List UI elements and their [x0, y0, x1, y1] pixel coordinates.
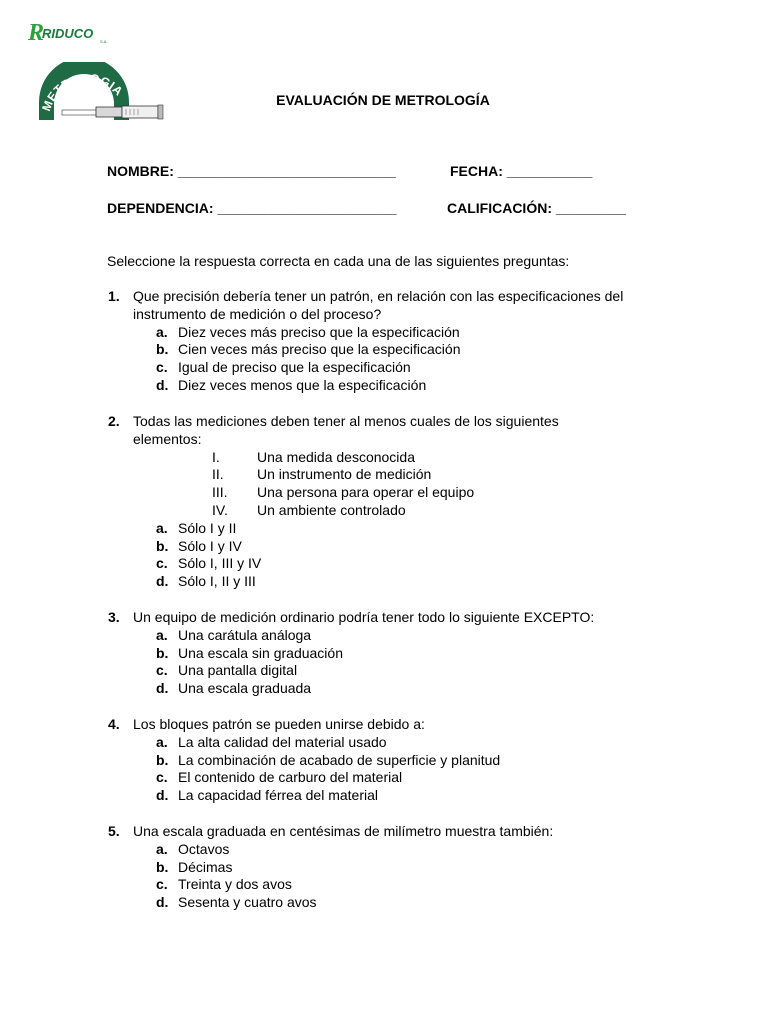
question-5 — [108, 823, 673, 912]
option-b: b. Sólo I y IV — [156, 537, 242, 554]
roman-item-4: IV. Un ambiente controlado — [212, 501, 406, 518]
riduco-logo-text: RIDUCO — [42, 26, 94, 41]
option-c: c. Una pantalla digital — [156, 662, 298, 679]
roman-item-3: III. Una persona para operar el equipo — [212, 484, 475, 501]
option-d: d. La capacidad férrea del material — [156, 787, 379, 804]
option-d: d. Sólo I, II y III — [156, 573, 256, 590]
riduco-logo — [28, 18, 120, 46]
question-text: Todas las mediciones deben tener al menos cuales de los siguientes elementos: — [133, 413, 559, 447]
option-a: a. Octavos — [156, 840, 230, 857]
option-d: d. Diez veces menos que la especificación — [156, 376, 427, 393]
roman-item-1: I. Una medida desconocida — [212, 448, 415, 465]
svg-text:R: R — [28, 20, 45, 46]
dependencia-field: DEPENDENCIA: _______________________ — [107, 200, 397, 216]
question-3 — [108, 609, 673, 698]
roman-item-2: II. Un instrumento de medición — [212, 466, 432, 483]
option-c: c. Igual de preciso que la especificación — [156, 359, 411, 376]
option-a: a. Diez veces más preciso que la especificación — [156, 323, 460, 340]
option-b: b. Décimas — [156, 858, 233, 875]
option-a: a. Una carátula análoga — [156, 626, 312, 643]
question-number: 2. — [108, 413, 120, 429]
metrologia-badge-text: METROLOGIA — [39, 71, 126, 114]
question-number: 4. — [108, 716, 120, 732]
option-a: a. La alta calidad del material usado — [156, 733, 387, 750]
option-c: c. El contenido de carburo del material — [156, 769, 403, 786]
question-text: Un equipo de medición ordinario podría tener todo lo siguiente EXCEPTO: — [133, 609, 595, 625]
question-number: 1. — [108, 288, 120, 304]
question-4 — [108, 716, 673, 805]
calificacion-field: CALIFICACIÓN: _________ — [447, 200, 626, 216]
option-b: b. La combinación de acabado de superficie y planitud — [156, 751, 501, 768]
page-title: EVALUACIÓN DE METROLOGÍA — [276, 92, 490, 108]
question-text: Una escala graduada en centésimas de milímetro muestra también: — [133, 823, 554, 839]
question-2 — [108, 413, 613, 591]
riduco-logo-suffix: S.A. — [100, 39, 108, 44]
option-c: c. Sólo I, III y IV — [156, 555, 262, 572]
option-d: d. Una escala graduada — [156, 680, 312, 697]
question-number: 3. — [108, 609, 120, 625]
question-number: 5. — [108, 823, 120, 839]
option-b: b. Cien veces más preciso que la especificación — [156, 341, 461, 358]
nombre-field: NOMBRE: ____________________________ — [107, 163, 396, 179]
fecha-field: FECHA: ___________ — [450, 163, 593, 179]
question-text: Los bloques patrón se pueden unirse debido a: — [133, 716, 425, 732]
question-text: Que precisión debería tener un patrón, en relación con las especificaciones del instrumento de medición o del proceso? — [133, 288, 624, 322]
option-c: c. Treinta y dos avos — [156, 876, 292, 893]
option-d: d. Sesenta y cuatro avos — [156, 894, 317, 911]
option-a: a. Sólo I y II — [156, 519, 237, 536]
instructions: Seleccione la respuesta correcta en cada una de las siguientes preguntas: — [107, 253, 570, 269]
option-b: b. Una escala sin graduación — [156, 644, 343, 661]
question-1 — [108, 288, 673, 395]
